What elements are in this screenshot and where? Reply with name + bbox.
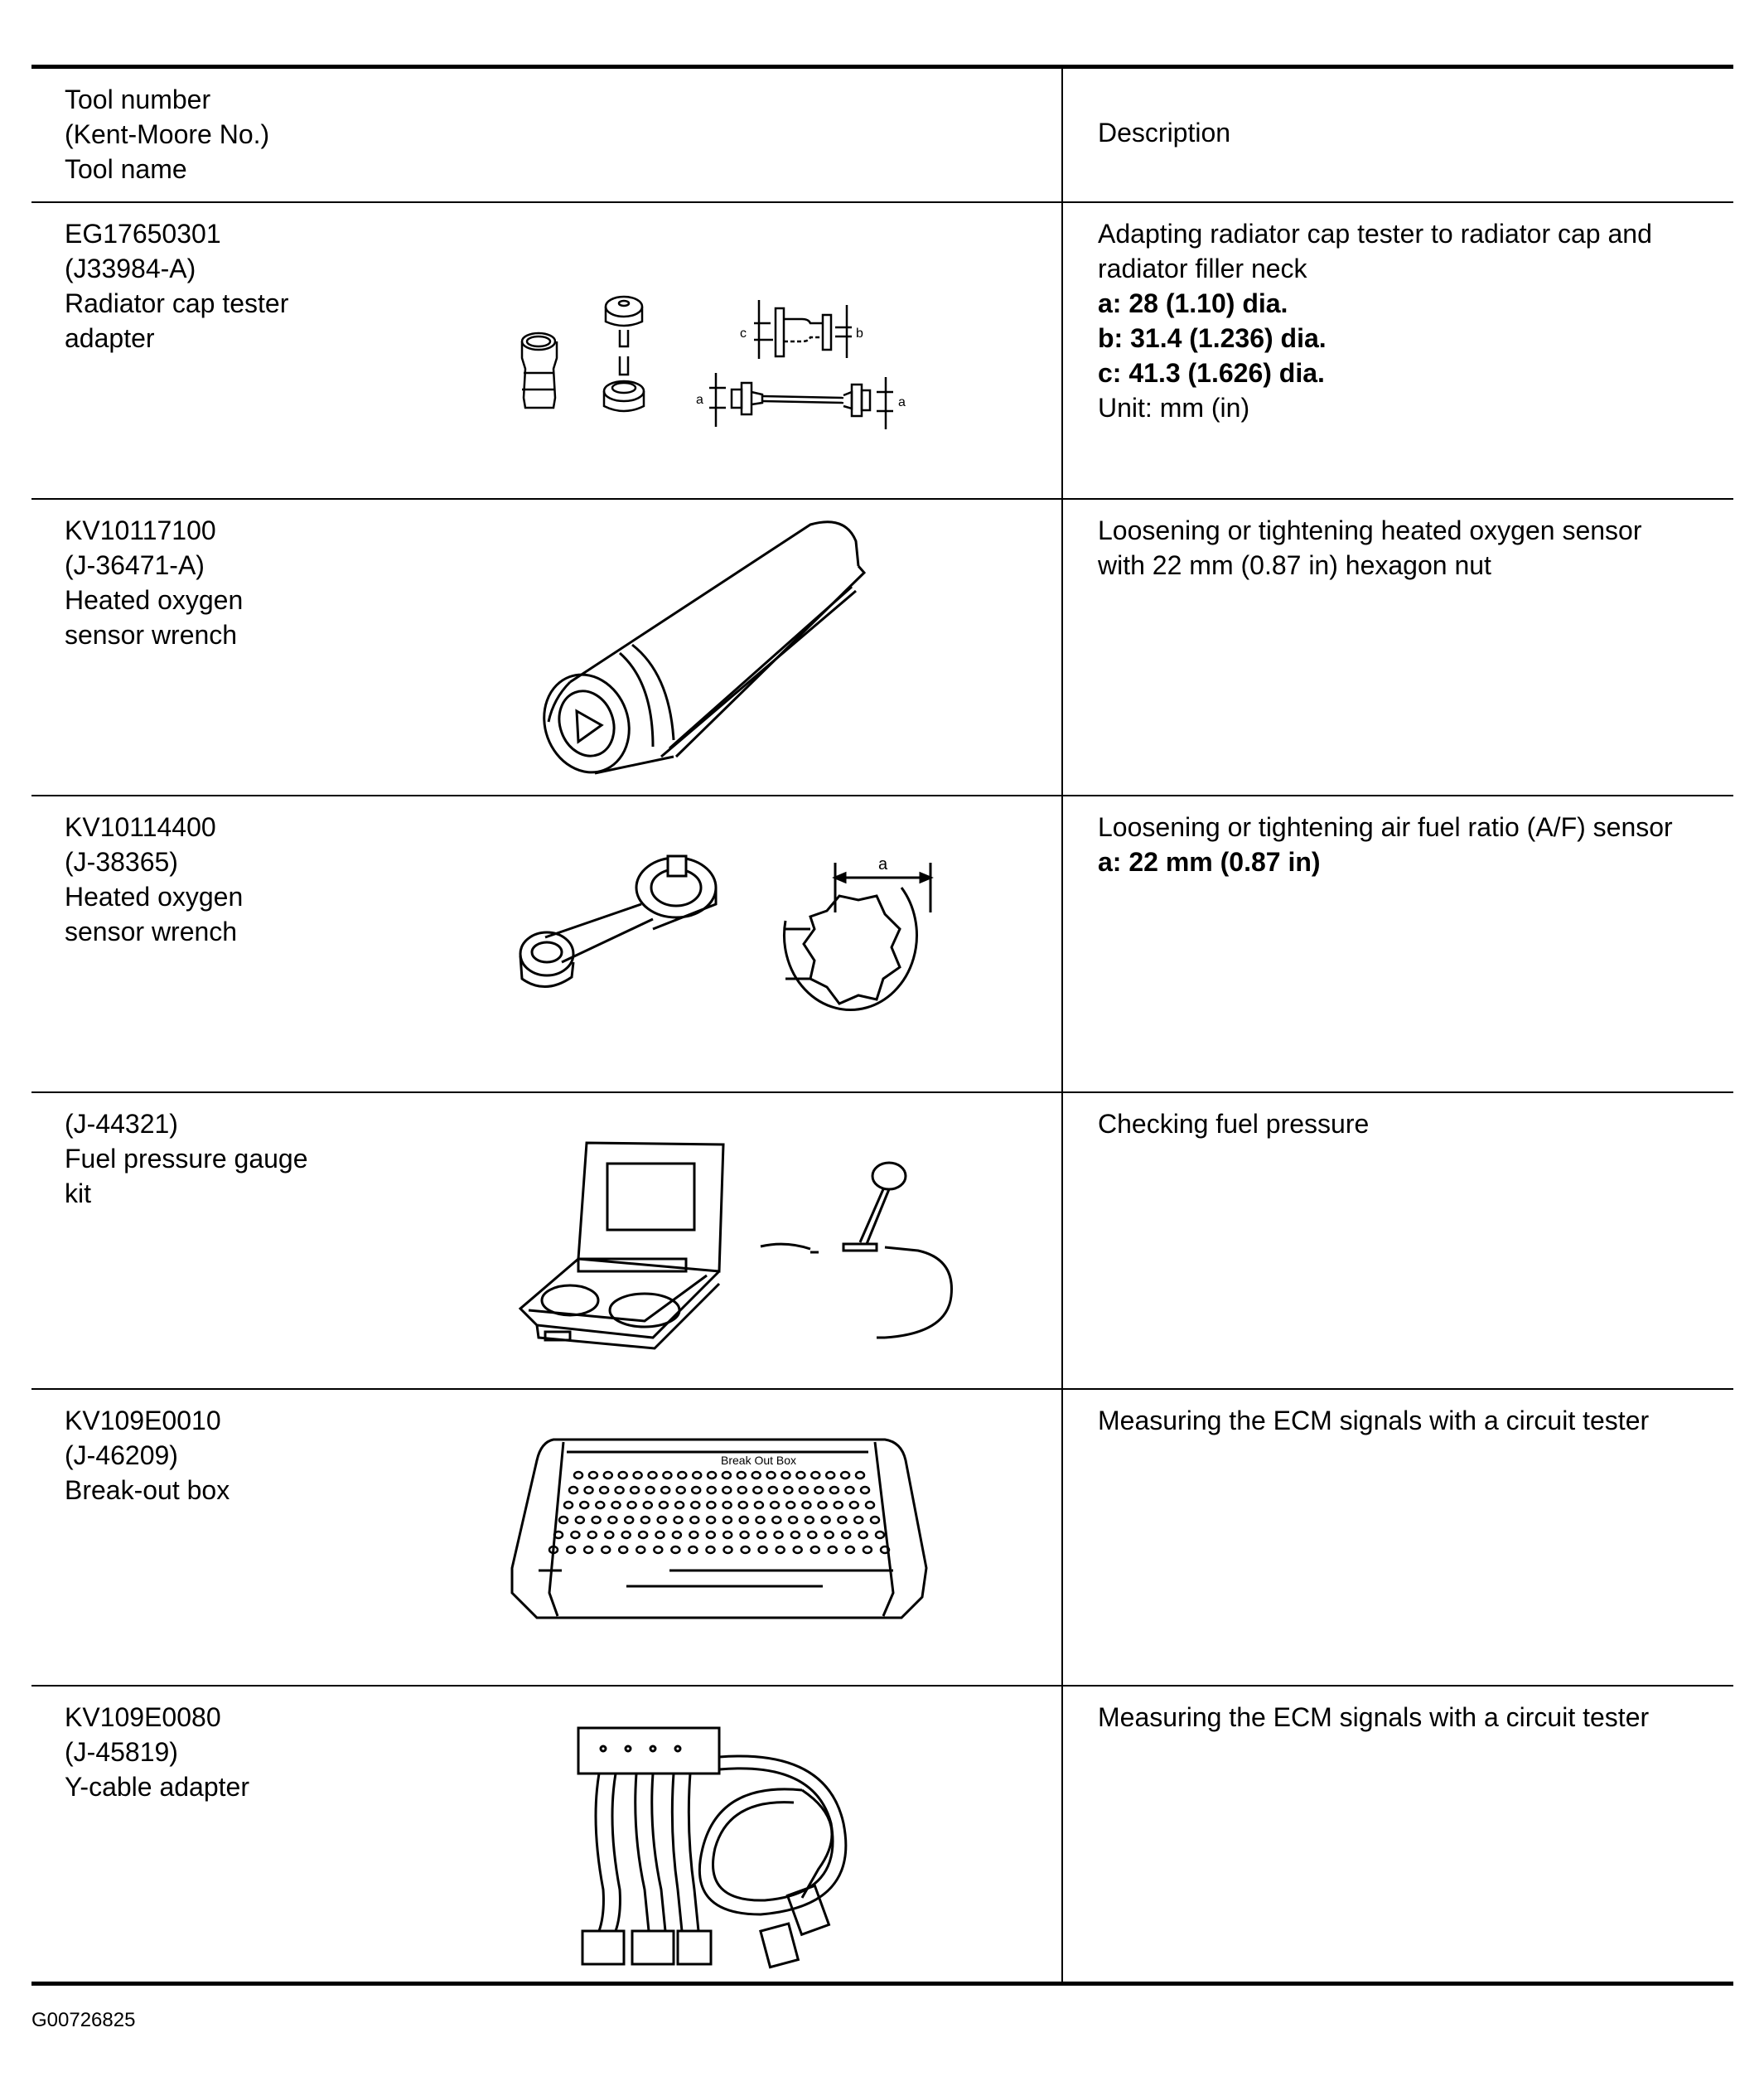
adapter-sleeve-icon	[522, 333, 557, 408]
pin-hole	[619, 1546, 627, 1553]
pin-hole	[805, 1517, 814, 1523]
pin-hole	[707, 1546, 715, 1553]
pin-hole	[738, 1487, 747, 1493]
tool-name: Heated oxygen	[65, 882, 244, 912]
pin-hole	[759, 1546, 767, 1553]
tool-name: Break-out box	[65, 1475, 230, 1505]
description-cell	[1062, 796, 1733, 1092]
pin-hole	[576, 1517, 584, 1523]
kent-moore-number: (J-46209)	[65, 1440, 178, 1470]
pin-hole	[678, 1472, 686, 1478]
pin-hole	[850, 1502, 858, 1508]
tool-number: KV10114400	[65, 812, 216, 842]
pin-hole	[838, 1517, 846, 1523]
pin-hole	[663, 1472, 671, 1478]
pin-hole	[808, 1532, 816, 1538]
pin-hole	[819, 1502, 827, 1508]
pin-hole	[641, 1517, 650, 1523]
figure-code: G00726825	[31, 2009, 136, 2031]
dimension-label-a-left: a	[696, 393, 703, 407]
pin-hole	[854, 1517, 863, 1523]
pin-hole	[628, 1502, 636, 1508]
tool-cell	[31, 1686, 1062, 1984]
dimension-label-a: a	[878, 855, 888, 874]
pin-hole	[784, 1487, 792, 1493]
kent-moore-number: (J-45819)	[65, 1737, 178, 1767]
pin-hole	[825, 1532, 834, 1538]
pin-hole	[675, 1502, 684, 1508]
pin-hole	[742, 1546, 750, 1553]
kent-moore-number: (J-38365)	[65, 847, 178, 877]
pin-hole	[707, 1517, 715, 1523]
pin-hole	[789, 1517, 797, 1523]
pin-hole	[656, 1532, 665, 1538]
pin-hole	[829, 1546, 837, 1553]
pin-hole	[811, 1472, 819, 1478]
pin-hole	[757, 1532, 766, 1538]
cables-icon	[596, 1756, 846, 1931]
dimension-label-a-right: a	[898, 395, 906, 409]
description-cell	[1062, 202, 1733, 499]
pin-hole	[559, 1517, 568, 1523]
pin-hole	[841, 1472, 849, 1478]
pin-hole	[588, 1532, 597, 1538]
pin-hole	[658, 1517, 666, 1523]
pin-hole	[723, 1487, 731, 1493]
tool-cell	[31, 796, 1062, 1092]
pin-hole	[646, 1487, 655, 1493]
gauge-and-hoses-icon	[761, 1163, 952, 1338]
tool-number: KV10117100	[65, 515, 216, 545]
pin-hole	[866, 1502, 874, 1508]
table-row	[31, 499, 1733, 796]
pin-hole	[796, 1472, 805, 1478]
pin-hole	[612, 1502, 621, 1508]
pin-hole	[791, 1532, 800, 1538]
break-out-box-illustration	[504, 1435, 935, 1626]
pin-hole	[842, 1532, 850, 1538]
pin-hole	[814, 1487, 823, 1493]
pin-hole	[723, 1502, 732, 1508]
dimension-label-b: b	[856, 327, 863, 341]
pin-hole	[639, 1532, 647, 1538]
pin-hole	[708, 1472, 716, 1478]
table-row	[31, 796, 1733, 1092]
description-line: Measuring the ECM signals with a circuit tester	[1098, 1702, 1650, 1732]
dimension-drawing-a	[709, 373, 893, 429]
pin-hole	[589, 1472, 597, 1478]
pin-hole	[800, 1487, 808, 1493]
pin-hole	[861, 1487, 869, 1493]
pin-hole	[776, 1546, 785, 1553]
pin-hole	[661, 1487, 669, 1493]
pin-hole	[574, 1472, 582, 1478]
pin-hole	[689, 1532, 698, 1538]
pin-hole	[752, 1472, 761, 1478]
description-line: Loosening or tightening heated oxygen sensor	[1098, 515, 1642, 545]
pin-hole	[602, 1546, 610, 1553]
pin-hole	[585, 1487, 593, 1493]
description-line: Checking fuel pressure	[1098, 1109, 1370, 1139]
pin-hole	[584, 1546, 592, 1553]
pin-hole	[567, 1546, 575, 1553]
pin-hole	[691, 1502, 699, 1508]
connector-box-icon	[578, 1728, 719, 1774]
flare-nut-wrench-icon	[520, 856, 716, 987]
tool-name: Y-cable adapter	[65, 1772, 249, 1802]
table-row	[31, 1686, 1733, 1984]
pin-hole	[856, 1472, 864, 1478]
pin-hole	[692, 1487, 700, 1493]
pin-hole	[649, 1472, 657, 1478]
pin-hole	[767, 1472, 776, 1478]
description-column-header	[1062, 67, 1733, 203]
pin-hole	[677, 1487, 685, 1493]
pin-hole	[782, 1472, 790, 1478]
pin-hole	[660, 1502, 668, 1508]
pin-hole	[580, 1502, 588, 1508]
pin-hole	[876, 1532, 884, 1538]
fuel-pressure-gauge-kit-illustration	[512, 1135, 976, 1350]
description-line: with 22 mm (0.87 in) hexagon nut	[1098, 550, 1491, 580]
pin-hole	[569, 1487, 578, 1493]
pin-hole	[822, 1517, 830, 1523]
special-service-tools-table	[31, 65, 1733, 1986]
pin-hole	[846, 1546, 854, 1553]
pin-hole	[811, 1546, 819, 1553]
pin-hole	[671, 1546, 679, 1553]
kent-moore-number: (J-44321)	[65, 1109, 178, 1139]
pin-hole	[772, 1517, 781, 1523]
twelve-point-ring-detail-icon	[784, 888, 916, 1010]
description-line: Adapting radiator cap tester to radiator cap and	[1098, 219, 1652, 249]
pin-hole	[604, 1472, 612, 1478]
pin-hole	[708, 1487, 716, 1493]
tool-number: EG17650301	[65, 219, 221, 249]
pin-hole	[616, 1487, 624, 1493]
header-kent-moore-no: (Kent-Moore No.)	[65, 119, 270, 149]
tool-name: Radiator cap tester	[65, 288, 289, 318]
pin-hole	[619, 1472, 627, 1478]
description-line: radiator filler neck	[1098, 254, 1307, 283]
pin-hole	[634, 1472, 642, 1478]
pin-hole	[707, 1532, 715, 1538]
tool-name: sensor wrench	[65, 917, 238, 946]
radiator-cap-icon	[604, 297, 644, 411]
pin-hole	[741, 1532, 749, 1538]
special-service-tools-sheet	[31, 65, 1732, 1986]
pin-hole	[802, 1502, 810, 1508]
table-header-row	[31, 67, 1733, 203]
dimension-spec-c: c: 41.3 (1.626) dia.	[1098, 358, 1325, 388]
pin-hole	[654, 1546, 662, 1553]
pin-hole	[723, 1517, 732, 1523]
description-cell	[1062, 499, 1733, 796]
description-cell	[1062, 1686, 1733, 1984]
header-tool-number: Tool number	[65, 85, 211, 114]
tool-cell	[31, 499, 1062, 796]
unit-note: Unit: mm (in)	[1098, 393, 1250, 423]
pin-hole	[693, 1472, 701, 1478]
pin-hole	[631, 1487, 639, 1493]
table-row	[31, 1389, 1733, 1686]
pin-hole	[871, 1517, 879, 1523]
description-cell	[1062, 1389, 1733, 1686]
dimension-drawing-cb	[754, 300, 852, 359]
break-out-box-pin-holes	[549, 1472, 889, 1553]
dimension-spec-a: a: 28 (1.10) dia.	[1098, 288, 1288, 318]
pin-hole	[756, 1517, 765, 1523]
table-row	[31, 202, 1733, 499]
header-description: Description	[1098, 118, 1231, 148]
tool-cell	[31, 1092, 1062, 1389]
tool-number: KV109E0010	[65, 1406, 221, 1435]
pin-hole	[636, 1546, 645, 1553]
pin-hole	[673, 1532, 681, 1538]
description-cell	[1062, 1092, 1733, 1389]
pin-hole	[723, 1532, 732, 1538]
tool-number: KV109E0080	[65, 1702, 221, 1732]
pin-hole	[622, 1532, 631, 1538]
pin-hole	[674, 1517, 683, 1523]
pin-hole	[592, 1517, 601, 1523]
pin-hole	[834, 1502, 843, 1508]
tool-name: Fuel pressure gauge	[65, 1144, 308, 1174]
pin-hole	[723, 1472, 731, 1478]
pin-hole	[775, 1532, 783, 1538]
header-tool-name: Tool name	[65, 154, 187, 184]
tool-name: adapter	[65, 323, 155, 353]
pin-hole	[786, 1502, 795, 1508]
dimension-spec-a: a: 22 mm (0.87 in)	[1098, 847, 1321, 877]
pin-hole	[625, 1517, 633, 1523]
carrying-case-icon	[520, 1143, 723, 1348]
pin-hole	[769, 1487, 777, 1493]
pin-hole	[863, 1546, 872, 1553]
tool-name: kit	[65, 1178, 91, 1208]
pin-hole	[644, 1502, 652, 1508]
pin-hole	[740, 1517, 748, 1523]
pin-hole	[571, 1532, 579, 1538]
heated-oxygen-sensor-socket-wrench-illustration	[537, 508, 935, 773]
tool-name: Heated oxygen	[65, 585, 244, 615]
pin-hole	[753, 1487, 761, 1493]
pin-hole	[605, 1532, 613, 1538]
pin-hole	[826, 1472, 834, 1478]
pin-hole	[739, 1502, 747, 1508]
dimension-label-c: c	[740, 327, 747, 341]
flare-nut-sensor-wrench-illustration	[512, 838, 976, 1053]
tool-cell	[31, 1389, 1062, 1686]
pin-hole	[689, 1546, 697, 1553]
pin-hole	[690, 1517, 698, 1523]
description-line: Loosening or tightening air fuel ratio (A/F) sensor	[1098, 812, 1673, 842]
pin-hole	[724, 1546, 732, 1553]
tool-name: sensor wrench	[65, 620, 238, 650]
pin-hole	[830, 1487, 839, 1493]
radiator-cap-tester-adapter-illustration	[504, 282, 968, 448]
pin-hole	[859, 1532, 868, 1538]
pin-hole	[755, 1502, 763, 1508]
pin-hole	[707, 1502, 715, 1508]
description-line: Measuring the ECM signals with a circuit tester	[1098, 1406, 1650, 1435]
pin-hole	[846, 1487, 854, 1493]
tool-column-header	[31, 67, 1062, 203]
break-out-box-label: Break Out Box	[721, 1454, 797, 1467]
y-cable-adapter-illustration	[553, 1724, 901, 1972]
kent-moore-number: (J33984-A)	[65, 254, 196, 283]
pin-hole	[564, 1502, 573, 1508]
table-row	[31, 1092, 1733, 1389]
pin-hole	[608, 1517, 616, 1523]
pin-hole	[596, 1502, 604, 1508]
pin-hole	[737, 1472, 746, 1478]
dimension-spec-b: b: 31.4 (1.236) dia.	[1098, 323, 1327, 353]
tool-cell	[31, 202, 1062, 499]
pin-hole	[794, 1546, 802, 1553]
pin-hole	[600, 1487, 608, 1493]
kent-moore-number: (J-36471-A)	[65, 550, 205, 580]
pin-hole	[771, 1502, 779, 1508]
